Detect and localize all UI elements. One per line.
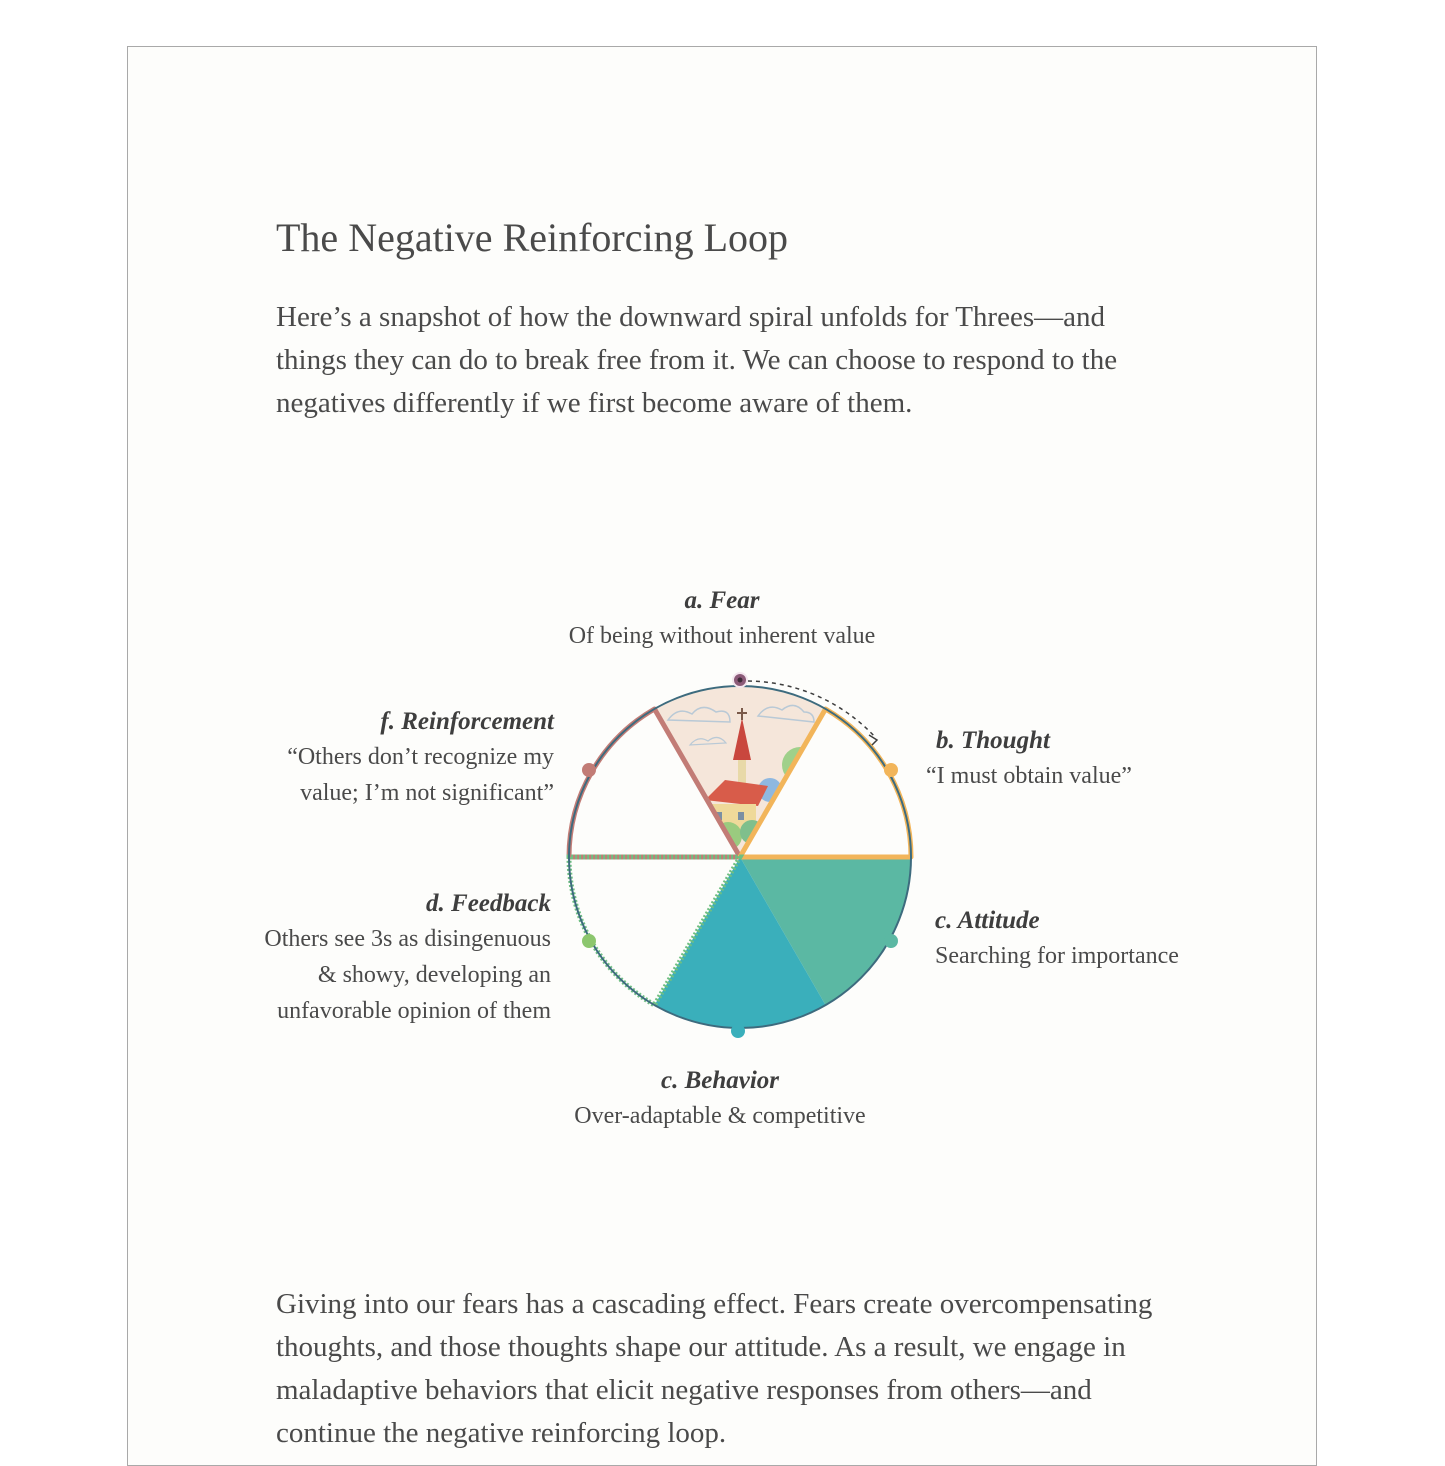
thought-text: “I must obtain value”: [926, 763, 1132, 789]
thought-marker: [884, 763, 898, 777]
reinforcement-heading: f. Reinforcement: [380, 708, 554, 735]
reinforcement-marker: [582, 763, 596, 777]
label-fear: [522, 584, 922, 654]
label-feedback: [150, 887, 551, 1029]
feedback-marker: [582, 934, 596, 948]
feedback-line: & showy, developing an: [317, 962, 551, 988]
intro-paragraph: Here’s a snapshot of how the downward spiral unfolds for Threes—and things they can do to break free from it. We can choose to respond to the negatives differently if we first become aware of them.: [276, 301, 1118, 419]
attitude-marker: [884, 934, 898, 948]
label-reinforcement: [150, 705, 554, 811]
attitude-heading: c. Attitude: [935, 907, 1040, 934]
feedback-line: unfavorable opinion of them: [277, 998, 551, 1024]
attitude-text: Searching for importance: [935, 943, 1179, 969]
fear-text: Of being without inherent value: [568, 623, 876, 649]
behavior-text: Over-adaptable & competitive: [574, 1103, 866, 1129]
fear-marker-core: [738, 678, 743, 683]
reinforcement-line: “Others don’t recognize my: [287, 744, 554, 770]
label-thought: [926, 724, 1132, 794]
label-attitude: [935, 904, 1179, 974]
behavior-marker: [731, 1024, 745, 1038]
fear-heading: a. Fear: [684, 587, 760, 614]
reinforcement-line: value; I’m not significant”: [300, 780, 554, 806]
page-title: The Negative Reinforcing Loop: [276, 215, 789, 260]
outro-paragraph: Giving into our fears has a cascading effect. Fears create overcompensating thoughts, and those thoughts shape our attitude. As a result, we engage in maladaptive behaviors that elicit negative responses from others—and continue the negative reinforcing loop.: [276, 1288, 1153, 1449]
thought-heading: b. Thought: [936, 727, 1050, 754]
behavior-heading: c. Behavior: [660, 1067, 780, 1094]
feedback-heading: d. Feedback: [426, 890, 551, 917]
feedback-line: Others see 3s as disingenuous: [264, 926, 551, 952]
label-behavior: [520, 1064, 920, 1134]
